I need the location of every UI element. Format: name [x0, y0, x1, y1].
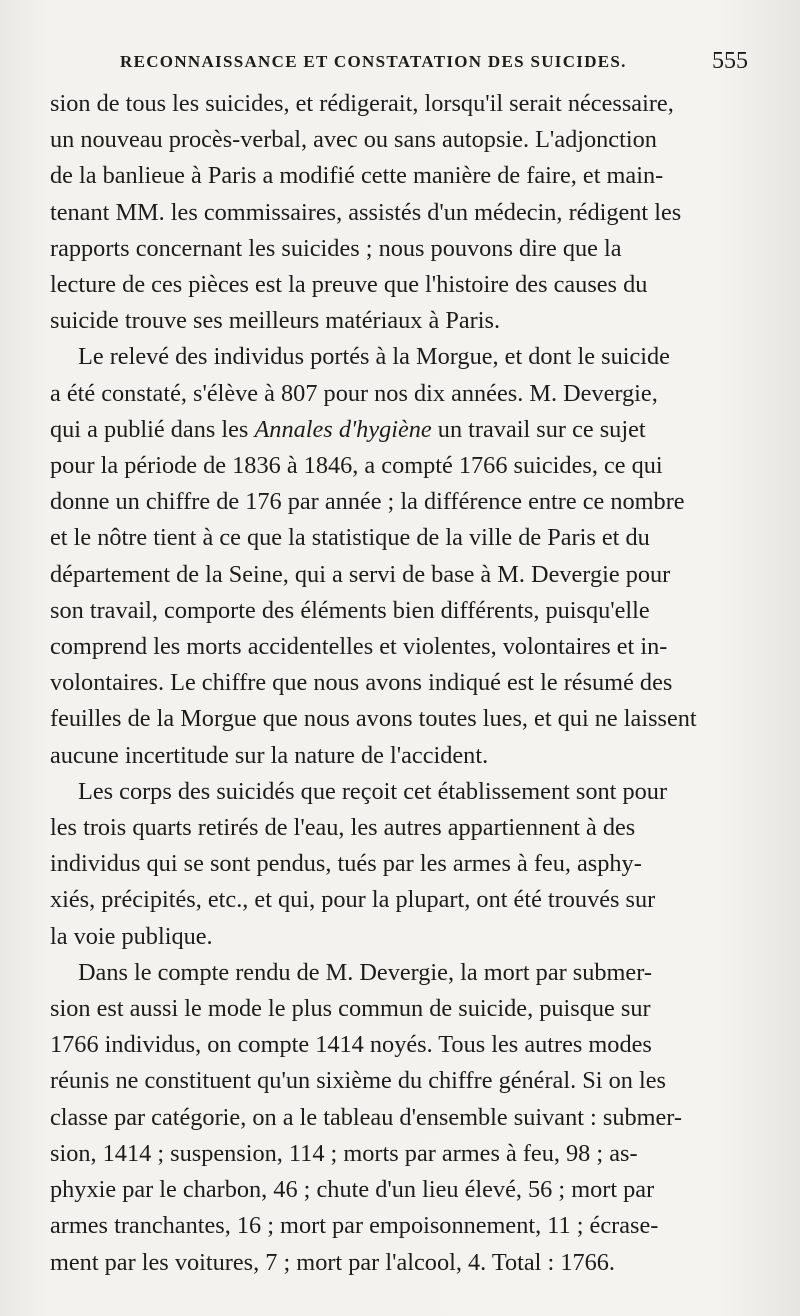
body-text	[50, 86, 752, 1281]
text-segment: un travail sur ce sujet	[431, 415, 646, 443]
page-header	[50, 48, 752, 76]
text-line: réunis ne constituent qu'un sixième du chiffre général. Si on les	[50, 1067, 666, 1095]
text-line: Les corps des suicidés que reçoit cet établissement sont pour	[78, 777, 668, 805]
text-segment: qui a publié dans les	[50, 415, 255, 443]
paragraph-2	[50, 339, 752, 773]
text-line: pour la période de 1836 à 1846, a compté 1766 suicides, ce qui	[50, 452, 663, 480]
text-line: volontaires. Le chiffre que nous avons indiqué est le résumé des	[50, 669, 673, 697]
text-line: phyxie par le charbon, 46 ; chute d'un lieu élevé, 56 ; mort par	[50, 1176, 655, 1204]
text-line-with-italic	[50, 412, 752, 448]
paragraph-4	[50, 955, 752, 1281]
text-line: tenant MM. les commissaires, assistés d'un médecin, rédigent les	[50, 198, 682, 226]
text-line: aucune incertitude sur la nature de l'accident.	[50, 741, 489, 769]
text-line: Le relevé des individus portés à la Morgue, et dont le suicide	[78, 343, 670, 371]
text-line: suicide trouve ses meilleurs matériaux à Paris.	[50, 307, 501, 335]
text-line: individus qui se sont pendus, tués par les armes à feu, asphy-	[50, 850, 642, 878]
text-line: sion, 1414 ; suspension, 114 ; morts par armes à feu, 98 ; as-	[50, 1139, 638, 1167]
text-line: a été constaté, s'élève à 807 pour nos dix années. M. Devergie,	[50, 379, 658, 407]
text-line: ment par les voitures, 7 ; mort par l'alcool, 4. Total : 1766.	[50, 1248, 615, 1276]
text-line: sion de tous les suicides, et rédigerait, lorsqu'il serait nécessaire,	[50, 90, 674, 117]
paragraph-1	[50, 86, 752, 339]
text-line: département de la Seine, qui a servi de base à M. Devergie pour	[50, 560, 671, 588]
running-title: RECONNAISSANCE ET CONSTATATION DES SUICIDES.	[120, 52, 627, 71]
text-line: rapports concernant les suicides ; nous pouvons dire que la	[50, 234, 622, 262]
journal-title-italic: Annales d'hygiène	[254, 415, 432, 443]
page-number: 555	[712, 48, 748, 74]
text-line: feuilles de la Morgue que nous avons toutes lues, et qui ne laissent	[50, 705, 697, 733]
text-line: de la banlieue à Paris a modifié cette manière de faire, et main-	[50, 162, 664, 190]
text-line: classe par catégorie, on a le tableau d'ensemble suivant : submer-	[50, 1103, 682, 1131]
text-line: 1766 individus, on compte 1414 noyés. Tous les autres modes	[50, 1031, 652, 1059]
text-line: la voie publique.	[50, 922, 213, 950]
text-line: lecture de ces pièces est la preuve que l'histoire des causes du	[50, 271, 648, 299]
text-line: les trois quarts retirés de l'eau, les autres appartiennent à des	[50, 814, 636, 842]
text-line: un nouveau procès-verbal, avec ou sans autopsie. L'adjonction	[50, 126, 657, 154]
paragraph-3	[50, 774, 752, 955]
text-line: son travail, comporte des éléments bien différents, puisqu'elle	[50, 596, 650, 624]
text-line: xiés, précipités, etc., et qui, pour la plupart, ont été trouvés sur	[50, 886, 656, 914]
text-line: comprend les morts accidentelles et violentes, volontaires et in-	[50, 633, 668, 661]
text-line: et le nôtre tient à ce que la statistique de la ville de Paris et du	[50, 524, 650, 552]
text-line: Dans le compte rendu de M. Devergie, la mort par submer-	[78, 958, 652, 986]
text-line: donne un chiffre de 176 par année ; la différence entre ce nombre	[50, 488, 685, 516]
text-line: armes tranchantes, 16 ; mort par empoisonnement, 11 ; écrase-	[50, 1212, 659, 1240]
text-line: sion est aussi le mode le plus commun de suicide, puisque sur	[50, 995, 651, 1023]
